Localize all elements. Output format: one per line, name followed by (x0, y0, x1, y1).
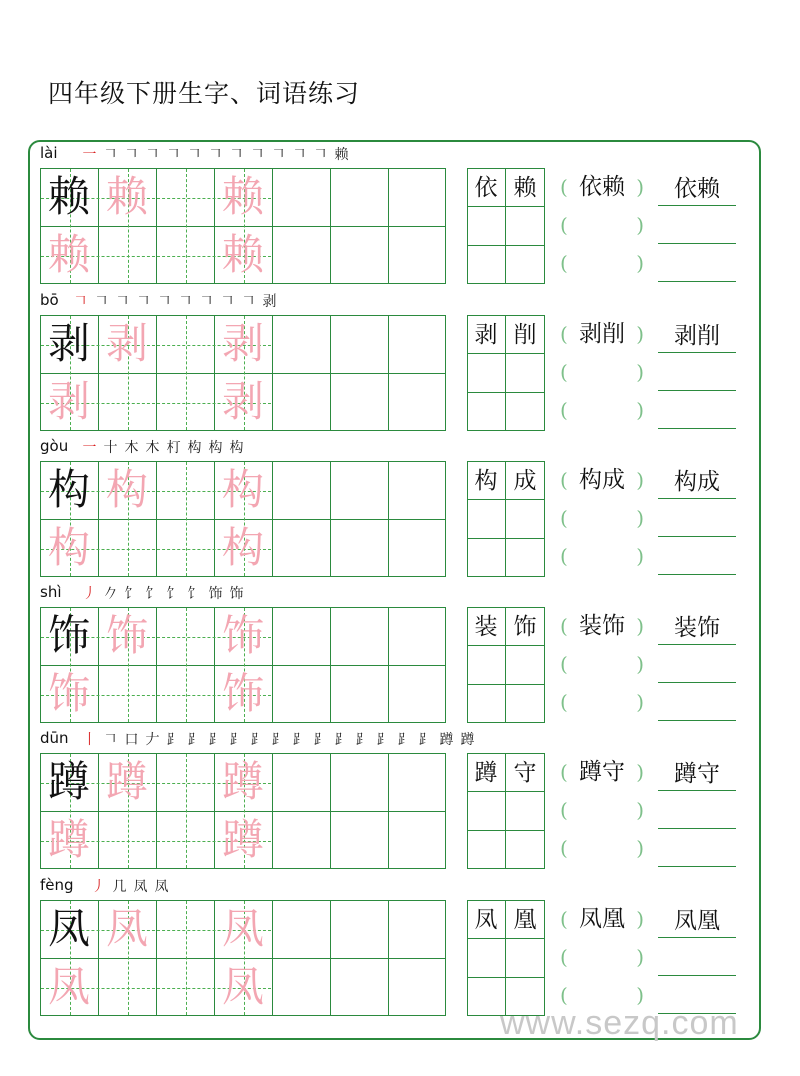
paren-word-char: 装 (579, 613, 602, 639)
guide-line (186, 608, 187, 722)
word-char: 守 (513, 760, 537, 786)
stroke-step: ⻊ (376, 732, 391, 748)
stroke-order (79, 437, 247, 457)
tracing-char: 赖 (221, 172, 264, 221)
line-word-char: 剥 (674, 323, 697, 349)
stroke-step: ⻊ (355, 732, 370, 748)
line-word (658, 463, 736, 496)
answer-line (658, 683, 736, 721)
paren-slot (560, 938, 644, 976)
tracing-char: 构 (221, 523, 264, 572)
paren-word (572, 753, 632, 791)
grid-line (468, 245, 544, 246)
paren-slot (560, 315, 644, 353)
char-section (0, 287, 800, 433)
line-word (658, 170, 736, 203)
stroke-order (88, 876, 172, 896)
line-word (658, 609, 736, 642)
answer-line (658, 607, 736, 645)
tracing-char: 剥 (221, 377, 264, 426)
word-box (467, 168, 545, 284)
pinyin-label: gòu (40, 437, 69, 455)
tracing-char: 剥 (105, 319, 148, 368)
stroke-step: 木 (124, 440, 139, 456)
stroke-step: ⻊ (313, 732, 328, 748)
word-char: 凰 (513, 907, 537, 933)
paren-open: ( (560, 398, 568, 422)
paren-close: ) (636, 614, 644, 638)
word-char: 凤 (474, 907, 498, 933)
answer-line (658, 168, 736, 206)
stroke-step: ⻊ (229, 732, 244, 748)
paren-close: ) (636, 690, 644, 714)
paren-word (572, 168, 632, 206)
tracing-char: 饰 (105, 611, 148, 660)
stroke-step: 几 (112, 879, 127, 895)
paren-open: ( (560, 983, 568, 1007)
line-word-char: 依 (674, 176, 697, 202)
guide-line (186, 901, 187, 1015)
stroke-step: 𠃍 (103, 732, 118, 748)
paren-word-char: 守 (602, 759, 625, 785)
paren-word (572, 315, 632, 353)
stroke-step: 蹲 (439, 732, 454, 748)
paren-open: ( (560, 614, 568, 638)
answer-line (658, 791, 736, 829)
word-char: 依 (474, 175, 498, 201)
writing-grid (40, 461, 446, 577)
line-word-char: 装 (674, 615, 697, 641)
word-char: 成 (513, 468, 537, 494)
tracing-char: 饰 (47, 669, 90, 718)
answer-line (658, 900, 736, 938)
paren-slot (560, 900, 644, 938)
paren-close: ) (636, 945, 644, 969)
paren-open: ( (560, 760, 568, 784)
pinyin-label: dūn (40, 729, 69, 747)
stroke-step: 𠃍 (313, 147, 328, 163)
writing-grid (40, 607, 446, 723)
paren-open: ( (560, 360, 568, 384)
char-section (0, 140, 800, 286)
paren-close: ) (636, 506, 644, 530)
paren-word-char: 赖 (602, 174, 625, 200)
stroke-step: 一 (82, 440, 97, 456)
paren-open: ( (560, 322, 568, 346)
paren-open: ( (560, 690, 568, 714)
writing-grid (40, 900, 446, 1016)
paren-close: ) (636, 360, 644, 384)
word-box (467, 315, 545, 431)
word-char: 构 (474, 468, 498, 494)
grid-line (468, 830, 544, 831)
tracing-char: 构 (221, 465, 264, 514)
tracing-char: 蹲 (221, 815, 264, 864)
tracing-char: 构 (47, 523, 90, 572)
page-title: 四年级下册生字、词语练习 (48, 79, 361, 108)
answer-line (658, 499, 736, 537)
line-word (658, 755, 736, 788)
paren-word-char: 饰 (602, 613, 625, 639)
guide-line (186, 316, 187, 430)
answer-line (658, 537, 736, 575)
answer-line (658, 244, 736, 282)
line-word-char: 赖 (697, 176, 720, 202)
answer-line (658, 645, 736, 683)
model-char: 饰 (47, 611, 90, 660)
paren-slot (560, 791, 644, 829)
tracing-char: 凤 (221, 962, 264, 1011)
tracing-char: 凤 (105, 904, 148, 953)
word-box (467, 900, 545, 1016)
paren-word-char: 构 (579, 467, 602, 493)
answer-line (658, 753, 736, 791)
stroke-step: ⻊ (397, 732, 412, 748)
line-word (658, 317, 736, 350)
writing-grid (40, 753, 446, 869)
paren-open: ( (560, 506, 568, 530)
paren-slot (560, 829, 644, 867)
line-word-char: 凰 (697, 908, 720, 934)
stroke-step: ⻊ (166, 732, 181, 748)
paren-slot (560, 537, 644, 575)
stroke-step: 𠃍 (250, 147, 265, 163)
pinyin-label: shì (40, 583, 62, 601)
writing-grid (40, 315, 446, 431)
stroke-step: ⻊ (187, 732, 202, 748)
grid-line (468, 538, 544, 539)
stroke-step: 构 (208, 440, 223, 456)
pinyin-label: fèng (40, 876, 74, 894)
paren-close: ) (636, 760, 644, 784)
paren-slot (560, 645, 644, 683)
stroke-order (79, 144, 352, 164)
tracing-char: 构 (105, 465, 148, 514)
grid-line (468, 684, 544, 685)
line-word-char: 成 (697, 469, 720, 495)
paren-open: ( (560, 836, 568, 860)
paren-close: ) (636, 544, 644, 568)
stroke-step: 𠃍 (103, 147, 118, 163)
answer-line (658, 206, 736, 244)
tracing-char: 饰 (221, 669, 264, 718)
guide-line (186, 754, 187, 868)
char-section (0, 433, 800, 579)
paren-open: ( (560, 468, 568, 492)
writing-grid (40, 168, 446, 284)
line-word (658, 902, 736, 935)
word-box (467, 607, 545, 723)
paren-slot (560, 353, 644, 391)
paren-word (572, 607, 632, 645)
stroke-step: ⻊ (418, 732, 433, 748)
stroke-step: 𠃍 (241, 294, 256, 310)
paren-slot (560, 168, 644, 206)
paren-slot (560, 499, 644, 537)
paren-close: ) (636, 652, 644, 676)
tracing-char: 剥 (47, 377, 90, 426)
paren-word-char: 依 (579, 174, 602, 200)
stroke-step: 𠃍 (220, 294, 235, 310)
paren-close: ) (636, 251, 644, 275)
word-char: 装 (474, 614, 498, 640)
paren-close: ) (636, 175, 644, 199)
pinyin-label: lài (40, 144, 58, 162)
line-word-char: 饰 (697, 615, 720, 641)
watermark: www.sezq.com (500, 1004, 739, 1042)
stroke-step: 构 (187, 440, 202, 456)
paren-open: ( (560, 175, 568, 199)
stroke-step: ⻊ (250, 732, 265, 748)
stroke-step: 𠃍 (124, 147, 139, 163)
stroke-step: ⻊ (292, 732, 307, 748)
word-char: 剥 (474, 322, 498, 348)
stroke-step: 𠃍 (229, 147, 244, 163)
paren-close: ) (636, 322, 644, 346)
model-char: 剥 (47, 319, 90, 368)
answer-line (658, 391, 736, 429)
paren-close: ) (636, 213, 644, 237)
tracing-char: 赖 (47, 230, 90, 279)
paren-word-char: 凰 (602, 906, 625, 932)
paren-close: ) (636, 798, 644, 822)
word-char: 饰 (513, 614, 537, 640)
stroke-step: 𠃍 (187, 147, 202, 163)
tracing-char: 剥 (221, 319, 264, 368)
stroke-step: 𠃍 (292, 147, 307, 163)
paren-close: ) (636, 907, 644, 931)
stroke-order (79, 729, 478, 749)
stroke-step: 𠃍 (145, 147, 160, 163)
stroke-step: 𠃍 (271, 147, 286, 163)
stroke-step: 𠃍 (166, 147, 181, 163)
stroke-step: 丨 (82, 732, 97, 748)
stroke-step: 饣 (145, 586, 160, 602)
paren-word-char: 蹲 (579, 759, 602, 785)
line-word-char: 守 (697, 761, 720, 787)
answer-line (658, 315, 736, 353)
paren-slot (560, 461, 644, 499)
paren-word-char: 成 (602, 467, 625, 493)
guide-line (186, 462, 187, 576)
char-section (0, 872, 800, 1018)
paren-slot (560, 683, 644, 721)
tracing-char: 蹲 (221, 757, 264, 806)
stroke-order (70, 291, 280, 311)
answer-line (658, 829, 736, 867)
line-word-char: 凤 (674, 908, 697, 934)
pinyin-label: bō (40, 291, 59, 309)
tracing-char: 凤 (221, 904, 264, 953)
paren-slot (560, 607, 644, 645)
tracing-char: 凤 (47, 962, 90, 1011)
stroke-step: 𠃍 (136, 294, 151, 310)
paren-close: ) (636, 468, 644, 492)
stroke-step: 朾 (166, 440, 181, 456)
paren-slot (560, 391, 644, 429)
stroke-step: 饰 (208, 586, 223, 602)
stroke-step: 丿 (91, 879, 106, 895)
tracing-char: 蹲 (47, 815, 90, 864)
stroke-step: 𠃍 (157, 294, 172, 310)
line-word-char: 构 (674, 469, 697, 495)
answer-line (658, 461, 736, 499)
word-box (467, 461, 545, 577)
model-char: 蹲 (47, 757, 90, 806)
paren-open: ( (560, 798, 568, 822)
stroke-step: 凤 (133, 879, 148, 895)
paren-word-char: 削 (602, 321, 625, 347)
paren-word (572, 461, 632, 499)
paren-open: ( (560, 213, 568, 237)
tracing-char: 赖 (105, 172, 148, 221)
answer-line (658, 353, 736, 391)
grid-line (468, 392, 544, 393)
stroke-step: 饣 (124, 586, 139, 602)
paren-open: ( (560, 945, 568, 969)
model-char: 凤 (47, 904, 90, 953)
stroke-step: 饣 (187, 586, 202, 602)
line-word-char: 削 (697, 323, 720, 349)
stroke-step: ⻊ (271, 732, 286, 748)
stroke-step: 𠂊 (103, 586, 118, 602)
model-char: 赖 (47, 172, 90, 221)
stroke-order (79, 583, 247, 603)
stroke-step: 𠃍 (115, 294, 130, 310)
answer-line (658, 938, 736, 976)
stroke-step: 构 (229, 440, 244, 456)
stroke-step: 𠂇 (145, 732, 160, 748)
char-section (0, 579, 800, 725)
char-section (0, 725, 800, 871)
stroke-step: 丿 (82, 586, 97, 602)
tracing-char: 蹲 (105, 757, 148, 806)
paren-slot (560, 753, 644, 791)
stroke-step: 蹲 (460, 732, 475, 748)
stroke-step: ⻊ (334, 732, 349, 748)
paren-word-char: 剥 (579, 321, 602, 347)
guide-line (186, 169, 187, 283)
stroke-step: 𠃍 (178, 294, 193, 310)
stroke-step: 𠃍 (199, 294, 214, 310)
paren-word (572, 900, 632, 938)
word-char: 蹲 (474, 760, 498, 786)
paren-close: ) (636, 983, 644, 1007)
paren-open: ( (560, 652, 568, 676)
stroke-step: 𠃍 (208, 147, 223, 163)
stroke-step: 𠃍 (73, 294, 88, 310)
stroke-step: 饰 (229, 586, 244, 602)
paren-open: ( (560, 907, 568, 931)
stroke-step: 饣 (166, 586, 181, 602)
paren-slot (560, 244, 644, 282)
stroke-step: 凤 (154, 879, 169, 895)
tracing-char: 饰 (221, 611, 264, 660)
model-char: 构 (47, 465, 90, 514)
grid-line (468, 977, 544, 978)
paren-slot (560, 206, 644, 244)
stroke-step: 剥 (262, 294, 277, 310)
line-word-char: 蹲 (674, 761, 697, 787)
stroke-step: 赖 (334, 147, 349, 163)
word-char: 削 (513, 322, 537, 348)
paren-open: ( (560, 544, 568, 568)
paren-word-char: 凤 (579, 906, 602, 932)
word-char: 赖 (513, 175, 537, 201)
stroke-step: 一 (82, 147, 97, 163)
paren-close: ) (636, 836, 644, 860)
stroke-step: ⻊ (208, 732, 223, 748)
stroke-step: 口 (124, 732, 139, 748)
paren-open: ( (560, 251, 568, 275)
word-box (467, 753, 545, 869)
stroke-step: 𠃍 (94, 294, 109, 310)
stroke-step: 木 (145, 440, 160, 456)
stroke-step: 十 (103, 440, 118, 456)
tracing-char: 赖 (221, 230, 264, 279)
paren-close: ) (636, 398, 644, 422)
